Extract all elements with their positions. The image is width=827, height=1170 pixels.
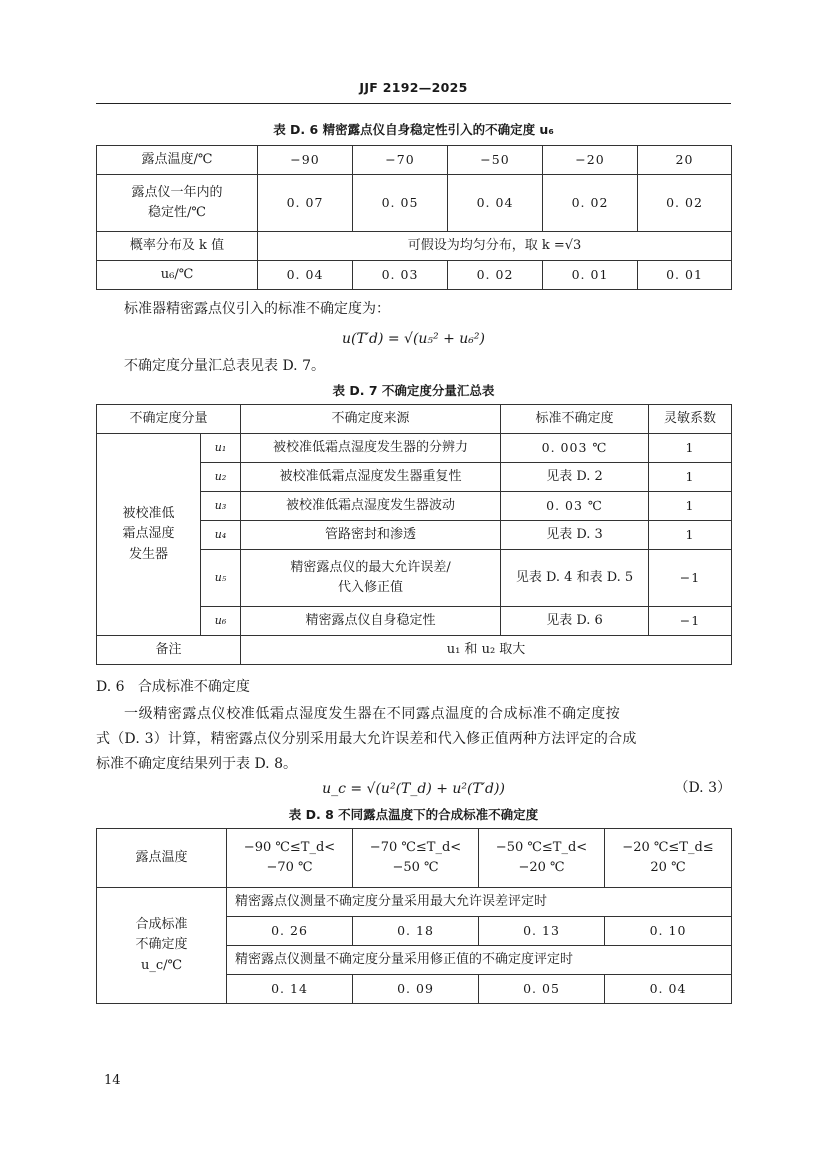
source-line: 精密露点仪的最大允许误差/: [290, 559, 451, 575]
body-text: 标准器精密露点仪引入的标准不确定度为：: [124, 301, 390, 317]
paragraph-line: 标准不确定度结果列于表 D. 8。: [96, 756, 297, 772]
method-label: 精密露点仪测量不确定度分量采用修正值的不确定度评定时: [227, 946, 732, 975]
table-row: [97, 261, 732, 290]
cell: 0. 26: [227, 917, 353, 946]
note-label: 备注: [97, 636, 241, 665]
cell: −70: [353, 146, 448, 175]
cell: 0. 04: [605, 975, 732, 1004]
cell: 0. 04: [258, 261, 353, 290]
page-number: 14: [104, 1073, 121, 1088]
table-row: [97, 175, 732, 232]
range-line: −50 ℃: [392, 860, 439, 875]
std-cell: 见表 D. 6: [501, 607, 649, 636]
std-cell: 见表 D. 4 和表 D. 5: [501, 550, 649, 607]
column-header: 露点温度: [97, 829, 227, 888]
body-text: 不确定度分量汇总表见表 D. 7。: [124, 358, 325, 374]
cell: 0. 02: [543, 175, 638, 232]
cell: 0. 01: [543, 261, 638, 290]
cell: −20: [543, 146, 638, 175]
coef-cell: −1: [649, 550, 732, 607]
table-header-row: [97, 829, 732, 888]
cell: 0. 18: [353, 917, 479, 946]
symbol-cell: u₅: [201, 550, 241, 607]
row-label: [97, 175, 258, 232]
header-rule: [96, 103, 731, 104]
table-row: [97, 146, 732, 175]
row-label-line: 稳定性/℃: [148, 205, 206, 220]
row-label-line: 不确定度: [135, 937, 188, 953]
row-label: 露点温度/℃: [97, 146, 258, 175]
source-cell: 被校准低霜点湿度发生器的分辨力: [241, 434, 501, 463]
coef-cell: 1: [649, 521, 732, 550]
group-label-line: 被校准低: [122, 506, 175, 522]
cell: 0. 05: [479, 975, 605, 1004]
std-cell: 0. 03 ℃: [501, 492, 649, 521]
source-cell: [241, 550, 501, 607]
range-header: [605, 829, 732, 888]
symbol-cell: u₃: [201, 492, 241, 521]
group-label-line: 霜点湿度: [122, 526, 175, 542]
table-d8: [96, 828, 732, 1004]
table-d7: [96, 404, 732, 665]
cell: 0. 04: [448, 175, 543, 232]
coef-cell: 1: [649, 492, 732, 521]
source-line: 代入修正值: [338, 580, 404, 595]
table-row: [97, 434, 732, 463]
cell: 0. 07: [258, 175, 353, 232]
column-header: 不确定度来源: [241, 405, 501, 434]
source-cell: 被校准低霜点湿度发生器重复性: [241, 463, 501, 492]
table-header-row: [97, 405, 732, 434]
table-d6-caption: 表 D. 6 精密露点仪自身稳定性引入的不确定度 u₆: [273, 122, 554, 137]
symbol-cell: u₆: [201, 607, 241, 636]
coef-cell: 1: [649, 434, 732, 463]
cell: −90: [258, 146, 353, 175]
column-header: 不确定度分量: [97, 405, 241, 434]
cell: 0. 02: [638, 175, 732, 232]
cell: 0. 02: [448, 261, 543, 290]
table-row: [97, 888, 732, 917]
range-line: −20 ℃≤T_d≤: [622, 839, 714, 855]
std-cell: 见表 D. 3: [501, 521, 649, 550]
source-cell: 被校准低霜点湿度发生器波动: [241, 492, 501, 521]
range-header: [227, 829, 353, 888]
group-label-line: 发生器: [128, 546, 168, 562]
coef-cell: 1: [649, 463, 732, 492]
cell: 0. 03: [353, 261, 448, 290]
row-label-line: 露点仪一年内的: [131, 184, 223, 200]
group-label: [97, 434, 201, 636]
cell: 0. 10: [605, 917, 732, 946]
equation-number: （D. 3）: [674, 780, 731, 796]
range-line: −70 ℃≤T_d<: [369, 839, 462, 855]
section-heading: [96, 675, 731, 700]
range-line: −70 ℃: [266, 860, 313, 875]
document-code-header: JJF 2192—2025: [359, 80, 468, 95]
paragraph-line: 式（D. 3）计算，精密露点仪分别采用最大允许误差和代入修正值两种方法评定的合成: [96, 731, 637, 747]
range-header: [479, 829, 605, 888]
formula-2: u_c = √(u²(T_d) + u²(T′d)): [322, 781, 505, 797]
column-header: 灵敏系数: [649, 405, 732, 434]
std-cell: 见表 D. 2: [501, 463, 649, 492]
row-label: u₆/℃: [97, 261, 258, 290]
source-cell: 管路密封和渗透: [241, 521, 501, 550]
coef-cell: −1: [649, 607, 732, 636]
cell: 0. 13: [479, 917, 605, 946]
section-title: 合成标准不确定度: [137, 679, 250, 695]
column-header: 标准不确定度: [501, 405, 649, 434]
range-line: −90 ℃≤T_d<: [243, 839, 336, 855]
range-line: 20 ℃: [650, 860, 686, 875]
cell: 0. 05: [353, 175, 448, 232]
row-label: [97, 888, 227, 1004]
range-line: −50 ℃≤T_d<: [495, 839, 588, 855]
table-d6: [96, 145, 732, 290]
table-row: [97, 636, 732, 665]
range-header: [353, 829, 479, 888]
range-line: −20 ℃: [518, 860, 565, 875]
symbol-cell: u₂: [201, 463, 241, 492]
note-text: u₁ 和 u₂ 取大: [241, 636, 732, 665]
paragraph-line: 一级精密露点仪校准低霜点湿度发生器在不同露点温度的合成标准不确定度按: [124, 706, 621, 722]
section-number: D. 6: [96, 679, 125, 695]
table-d7-caption: 表 D. 7 不确定度分量汇总表: [332, 383, 495, 398]
row-label-line: 合成标准: [135, 917, 188, 933]
symbol-cell: u₁: [201, 434, 241, 463]
cell: 0. 14: [227, 975, 353, 1004]
table-row: [97, 232, 732, 261]
symbol-cell: u₄: [201, 521, 241, 550]
cell: 0. 01: [638, 261, 732, 290]
formula-1: u(T′d) = √(u₅² + u₆²): [341, 331, 485, 347]
cell: −50: [448, 146, 543, 175]
table-d8-caption: 表 D. 8 不同露点温度下的合成标准不确定度: [288, 807, 539, 822]
merged-cell: 可假设为均匀分布，取 k =√3: [258, 232, 732, 261]
method-label: 精密露点仪测量不确定度分量采用最大允许误差评定时: [227, 888, 732, 917]
row-label: 概率分布及 k 值: [97, 232, 258, 261]
row-label-line: u_c/℃: [140, 957, 183, 973]
cell: 20: [638, 146, 732, 175]
source-cell: 精密露点仪自身稳定性: [241, 607, 501, 636]
cell: 0. 09: [353, 975, 479, 1004]
std-cell: 0. 003 ℃: [501, 434, 649, 463]
